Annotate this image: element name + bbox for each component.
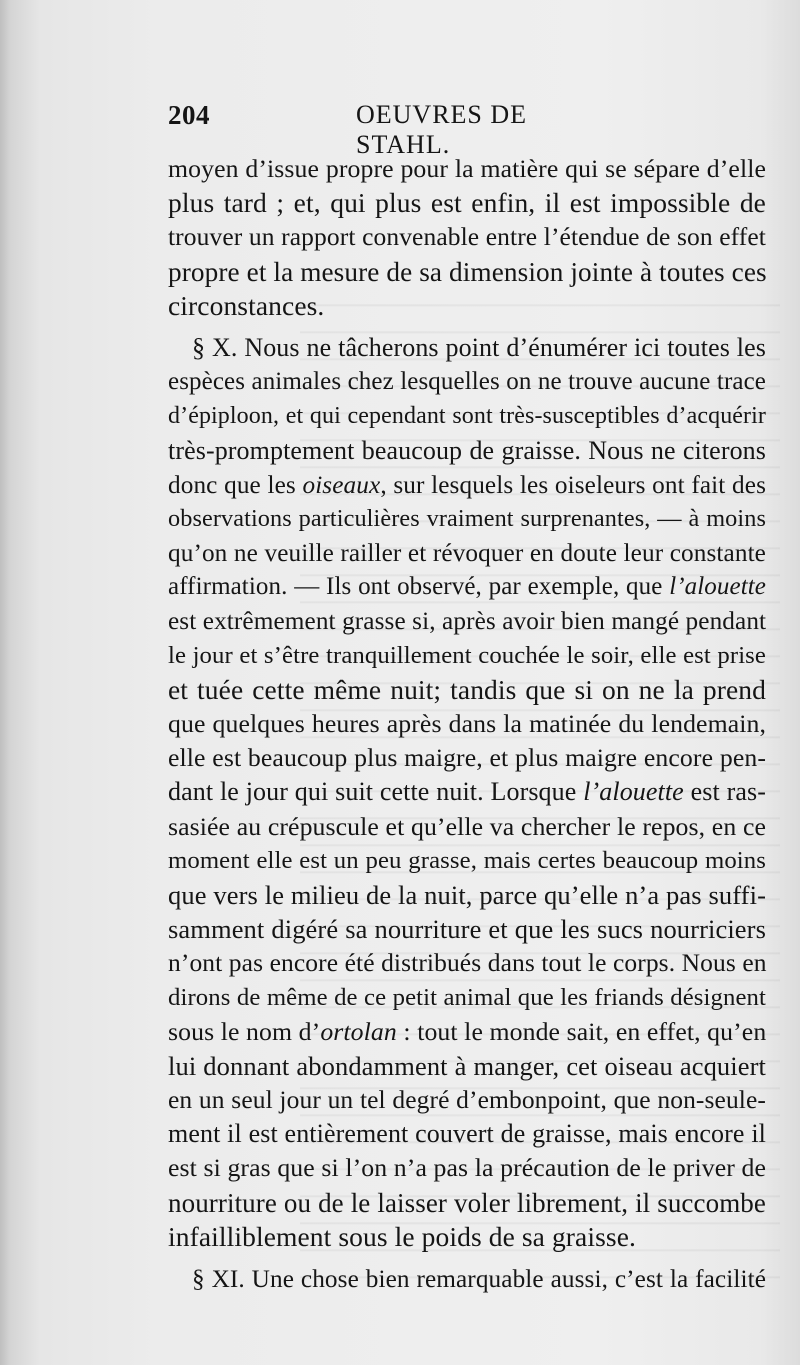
text-line: est si gras que si l’on n’a pas la précaution de le priver de bbox=[168, 1153, 766, 1183]
text-line: n’ont pas encore été distribués dans tout le corps. Nous en bbox=[168, 948, 767, 978]
text-line: propre et la mesure de sa dimension jointe à toutes ces bbox=[168, 256, 767, 287]
text-line: affirmation. — Ils ont observé, par exemple, que l’alouette bbox=[168, 573, 766, 601]
text-line: trouver un rapport convenable entre l’étendue de son effet bbox=[168, 222, 766, 252]
text-line: moyen d’issue propre pour la matière qui se sépare d’elle bbox=[168, 154, 766, 183]
text-line: qu’on ne veuille railler et révoquer en doute leur constante bbox=[168, 539, 766, 568]
section-xi-heading-line bbox=[168, 1262, 766, 1296]
text-line: infailliblement sous le poids de sa graisse. bbox=[168, 1220, 636, 1252]
text-line: dirons de même de ce petit animal que les friands désignent bbox=[168, 983, 766, 1011]
text-line: sasiée au crépuscule et qu’elle va chercher le repos, en ce bbox=[168, 811, 766, 841]
section-x-heading-line bbox=[168, 331, 766, 365]
text-line: espèces animales chez lesquelles on ne trouve aucune trace bbox=[168, 368, 766, 396]
text-line: d’épiploon, et qui cependant sont très-susceptibles d’acquérir bbox=[168, 403, 766, 430]
running-title: OEUVRES DE STAHL. bbox=[356, 100, 528, 159]
text-line: § XI. Une chose bien remarquable aussi, c’est la facilité bbox=[192, 1265, 766, 1293]
text-line: ment il est entièrement couvert de graisse, mais encore il bbox=[168, 1119, 766, 1149]
text-line: et tuée cette même nuit; tandis que si on ne la prend bbox=[168, 673, 766, 705]
text-line: est extrêmement grasse si, après avoir bien mangé pendant bbox=[168, 607, 767, 636]
text-line: donc que les oiseaux, sur lesquels les oiseleurs ont fait des bbox=[168, 470, 766, 499]
text-line: § X. Nous ne tâcherons point d’énumérer ici toutes les bbox=[192, 332, 766, 362]
text-line: en un seul jour un tel degré d’embonpoint, que non-seule- bbox=[168, 1085, 766, 1115]
page-number: 204 bbox=[168, 100, 210, 130]
text-line: observations particulières vraiment surprenantes, — à moins bbox=[168, 504, 766, 532]
text-line: samment digéré sa nourriture et que les sucs nourriciers bbox=[168, 914, 766, 945]
text-line: lui donnant abondamment à manger, cet oiseau acquiert bbox=[168, 1050, 766, 1081]
body-text bbox=[168, 152, 766, 1296]
text-line: plus tard ; et, qui plus est enfin, il est impossible de bbox=[168, 187, 766, 219]
text-line: que vers le milieu de la nuit, parce qu’elle n’a pas suffi- bbox=[168, 879, 766, 910]
text-line: elle est beaucoup plus maigre, et plus maigre encore pen- bbox=[168, 743, 766, 773]
text-line: le jour et s’être tranquillement couchée le soir, elle est prise bbox=[168, 641, 766, 669]
text-line: circonstances. bbox=[168, 289, 325, 321]
text-line: très-promptement beaucoup de graisse. Nous ne citerons bbox=[168, 435, 766, 465]
page-header bbox=[168, 100, 588, 159]
text-line: sous le nom d’ortolan : tout le monde sait, en effet, qu’en bbox=[168, 1016, 767, 1046]
text-line: nourriture ou de le laisser voler librement, il succombe bbox=[168, 1187, 766, 1218]
text-line: moment elle est un peu grasse, mais certes beaucoup moins bbox=[168, 846, 766, 874]
text-line: dant le jour qui suit cette nuit. Lorsque l’alouette est ras- bbox=[168, 777, 766, 807]
text-line: que quelques heures après dans la matinée du lendemain, bbox=[168, 709, 766, 738]
